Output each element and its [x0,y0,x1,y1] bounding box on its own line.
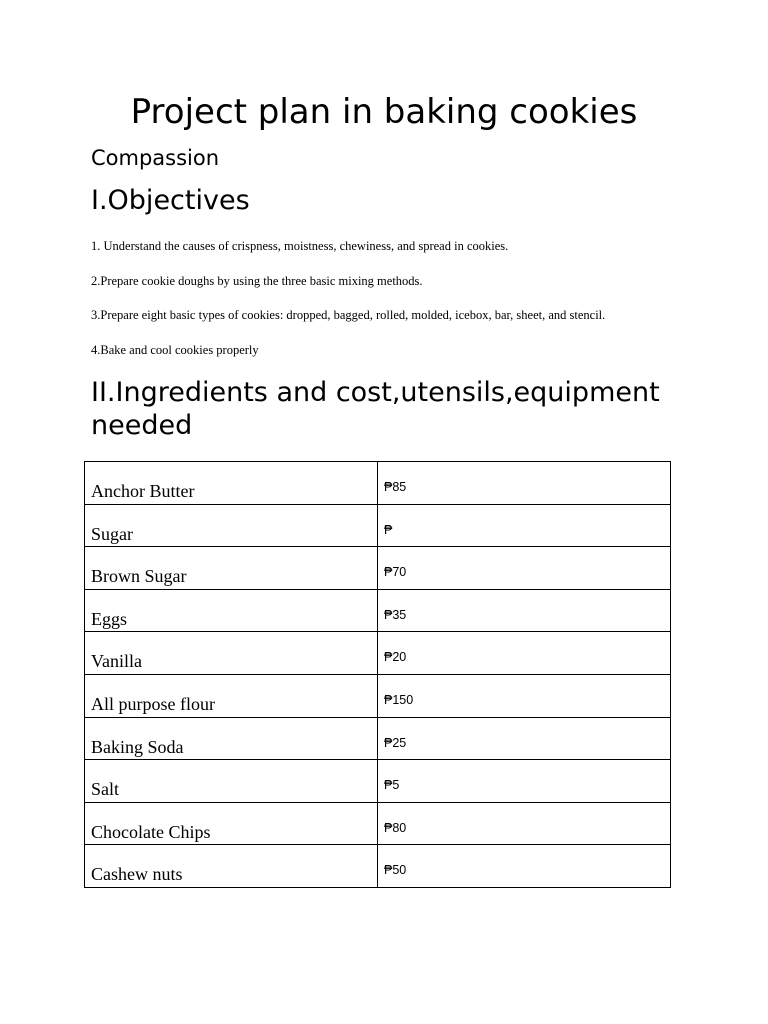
table-row [85,674,671,717]
table-row [85,504,671,547]
ingredient-cost: ₱20 [384,650,407,665]
table-row [85,632,671,675]
table-row [85,760,671,803]
ingredient-cell [85,717,378,760]
ingredient-name: Cashew nuts [91,864,183,885]
ingredient-name: All purpose flour [91,693,215,714]
table-row [85,547,671,590]
ingredients-heading: II.Ingredients and cost,utensils,equipment needed [91,377,660,441]
ingredient-cell [85,760,378,803]
objective-item: 4.Bake and cool cookies properly [91,343,259,357]
cost-cell [378,547,671,590]
cost-cell [378,674,671,717]
ingredient-name: Salt [91,779,120,800]
ingredient-cost: ₱80 [384,820,407,835]
cost-cell [378,462,671,505]
ingredient-cost: ₱5 [384,778,400,793]
document-title: Project plan in baking cookies [130,92,638,132]
ingredient-cost: ₱150 [384,692,414,707]
table-row [85,845,671,888]
cost-cell [378,717,671,760]
ingredient-cost: ₱70 [384,565,407,580]
cost-cell [378,845,671,888]
ingredient-cost: ₱35 [384,607,407,622]
table-row [85,717,671,760]
ingredient-cell [85,845,378,888]
ingredient-cost: ₱50 [384,863,407,878]
ingredient-name: Vanilla [91,651,142,672]
table-row [85,802,671,845]
document-subtitle: Compassion [91,146,220,170]
objective-item: 2.Prepare cookie doughs by using the three basic mixing methods. [91,274,423,288]
objective-item: 3.Prepare eight basic types of cookies: dropped, bagged, rolled, molded, icebox, bar, sheet, and stencil. [91,308,606,322]
ingredient-name: Eggs [91,608,127,629]
ingredient-cell [85,674,378,717]
ingredient-cost: ₱ [384,522,393,537]
objectives-heading: I.Objectives [91,185,250,216]
cost-cell [378,504,671,547]
ingredient-name: Sugar [91,523,133,544]
cost-cell [378,589,671,632]
cost-cell [378,632,671,675]
ingredient-cost: ₱25 [384,735,407,750]
ingredient-cell [85,504,378,547]
ingredient-cell [85,462,378,505]
ingredient-name: Brown Sugar [91,566,187,587]
table-row [85,462,671,505]
ingredient-cell [85,589,378,632]
ingredient-cell [85,802,378,845]
ingredient-name: Anchor Butter [91,481,195,501]
ingredients-table [84,461,671,888]
ingredient-name: Chocolate Chips [91,821,211,842]
ingredient-cost: ₱85 [384,480,407,494]
ingredient-cell [85,547,378,590]
objective-item: 1. Understand the causes of crispness, moistness, chewiness, and spread in cookies. [91,239,509,253]
cost-cell [378,760,671,803]
cost-cell [378,802,671,845]
ingredient-cell [85,632,378,675]
ingredient-name: Baking Soda [91,736,184,757]
table-row [85,589,671,632]
